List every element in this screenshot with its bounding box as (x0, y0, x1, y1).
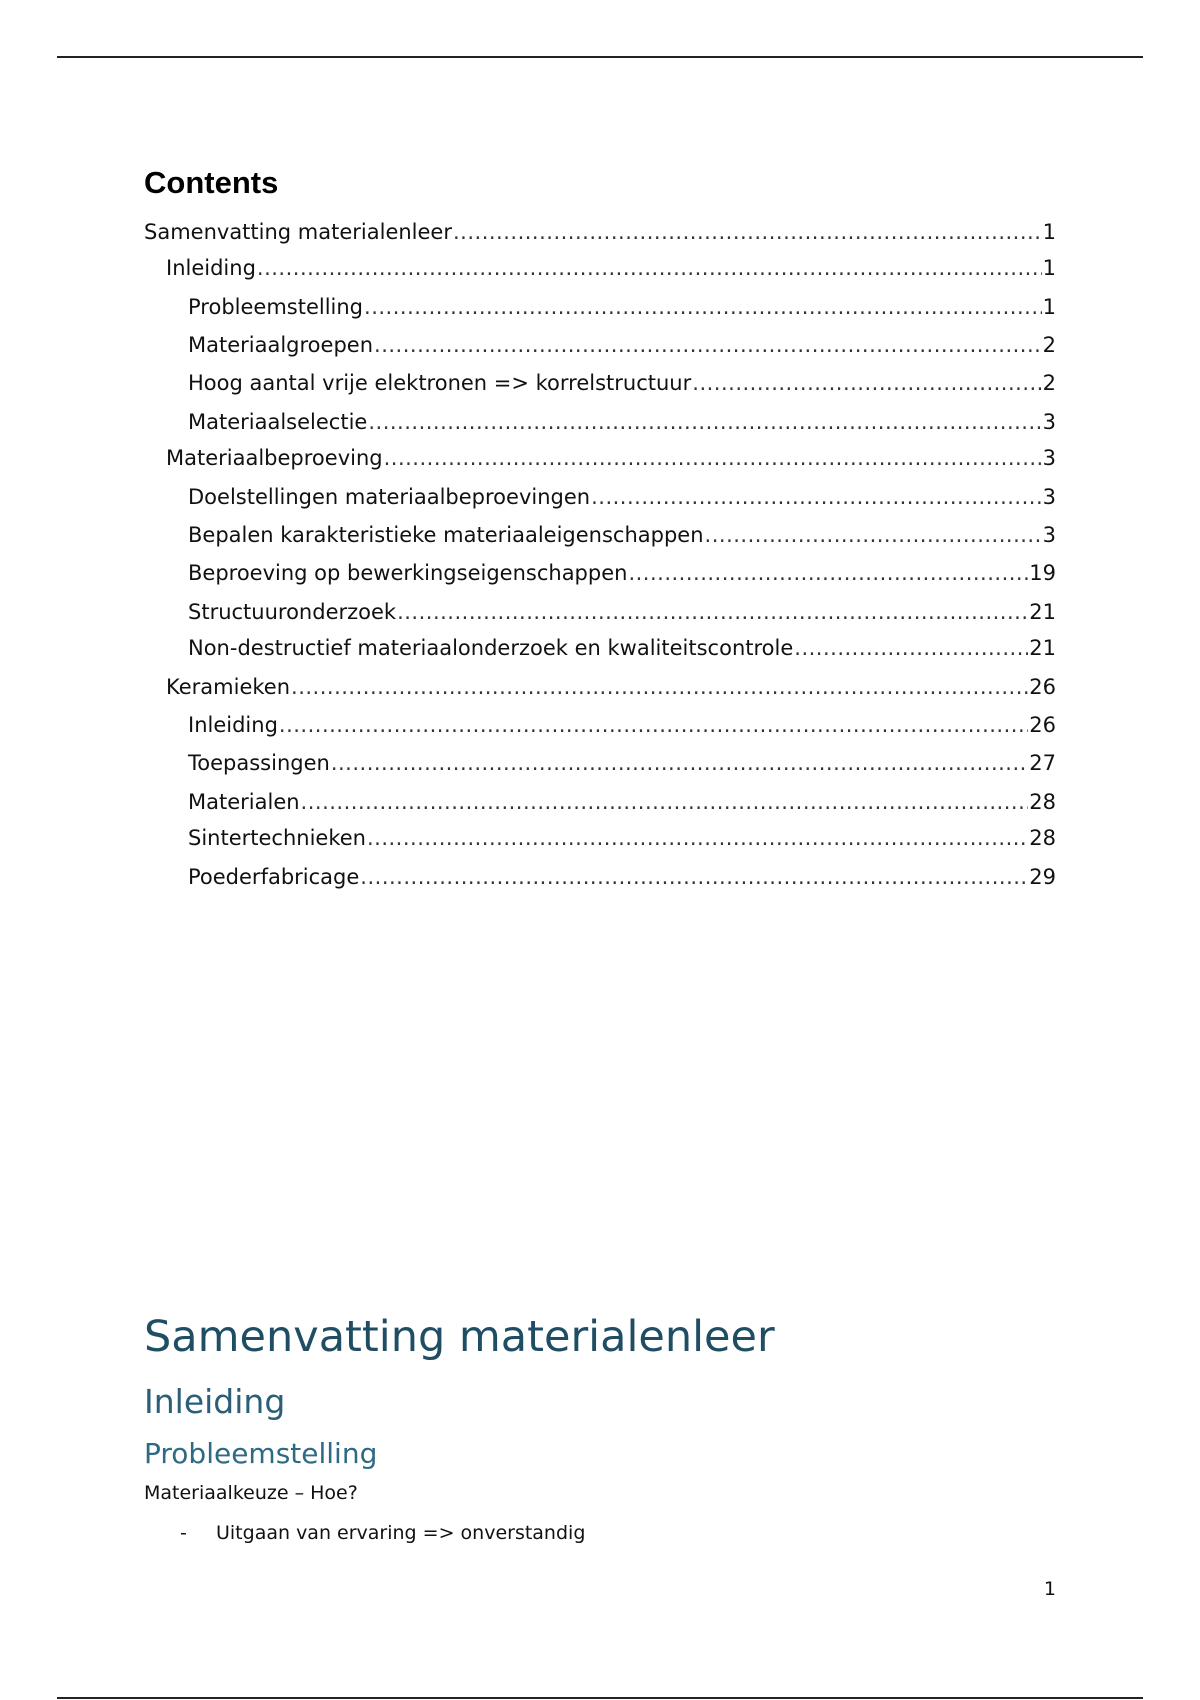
toc-entry-label: Toepassingen (188, 751, 330, 775)
toc-entry-page: 28 (1029, 790, 1056, 814)
toc-entry-page: 21 (1029, 600, 1056, 624)
toc-leader (628, 558, 1028, 588)
toc-entry[interactable] (188, 710, 1056, 740)
toc-entry-label: Non-destructief materiaalonderzoek en kwaliteitscontrole (188, 636, 794, 660)
document-title-heading: Samenvatting materialenleer (144, 1312, 775, 1362)
toc-entry-page: 1 (1042, 220, 1056, 244)
toc-entry-page: 28 (1029, 826, 1056, 850)
toc-entry-label: Sintertechnieken (188, 826, 366, 850)
header-rule (57, 56, 1143, 58)
toc-entry-page: 26 (1029, 713, 1056, 737)
toc-entry-page: 2 (1042, 333, 1056, 357)
toc-entry[interactable] (188, 482, 1056, 512)
toc-entry-page: 29 (1029, 865, 1056, 889)
toc-entry[interactable] (188, 520, 1056, 550)
footer-rule (57, 1697, 1143, 1699)
toc-entry[interactable] (188, 368, 1056, 398)
toc-entry[interactable] (188, 633, 1056, 663)
toc-entry-label: Bepalen karakteristieke materiaaleigenschappen (188, 523, 704, 547)
toc-leader (453, 217, 1042, 247)
toc-entry-page: 21 (1029, 636, 1056, 660)
toc-entry-label: Hoog aantal vrije elektronen => korrelstructuur (188, 371, 692, 395)
toc-entry-label: Inleiding (188, 713, 278, 737)
toc-entry-page: 3 (1042, 410, 1056, 434)
toc-entry-page: 1 (1042, 256, 1056, 280)
toc-entry-page: 3 (1042, 523, 1056, 547)
section-heading: Inleiding (144, 1382, 286, 1421)
toc-entry[interactable] (188, 330, 1056, 360)
toc-entry-page: 26 (1029, 675, 1056, 699)
toc-leader (374, 330, 1042, 360)
toc-entry-label: Poederfabricage (188, 865, 360, 889)
toc-entry-page: 3 (1042, 485, 1056, 509)
toc-leader (291, 672, 1028, 702)
toc-leader (692, 368, 1041, 398)
toc-entry[interactable] (188, 748, 1056, 778)
toc-entry[interactable] (166, 253, 1056, 283)
toc-entry[interactable] (188, 558, 1056, 588)
toc-entry[interactable] (188, 292, 1056, 322)
toc-entry-label: Materialen (188, 790, 300, 814)
toc-leader (705, 520, 1042, 550)
toc-entry-label: Probleemstelling (188, 295, 364, 319)
toc-entry-label: Keramieken (166, 675, 291, 699)
toc-entry-page: 27 (1029, 751, 1056, 775)
toc-entry[interactable] (188, 407, 1056, 437)
toc-entry-label: Materiaalselectie (188, 410, 368, 434)
toc-entry-label: Samenvatting materialenleer (144, 220, 452, 244)
bullet-text: Uitgaan van ervaring => onverstandig (216, 1522, 586, 1544)
toc-leader (367, 823, 1028, 853)
toc-entry-label: Doelstellingen materiaalbeproevingen (188, 485, 591, 509)
toc-entry-page: 3 (1042, 446, 1056, 470)
toc-entry-label: Materiaalgroepen (188, 333, 374, 357)
toc-leader (794, 633, 1028, 663)
toc-entry[interactable] (188, 597, 1056, 627)
toc-entry-page: 2 (1042, 371, 1056, 395)
toc-entry-page: 19 (1029, 561, 1056, 585)
toc-entry-label: Materiaalbeproeving (166, 446, 383, 470)
bullet-marker: - (180, 1522, 187, 1544)
toc-leader (360, 862, 1028, 892)
toc-entry[interactable] (144, 217, 1056, 247)
toc-leader (364, 292, 1042, 322)
page-number: 1 (1043, 1578, 1056, 1600)
toc-entry[interactable] (166, 672, 1056, 702)
toc-leader (331, 748, 1028, 778)
toc-leader (384, 443, 1042, 473)
toc-entry-label: Beproeving op bewerkingseigenschappen (188, 561, 628, 585)
toc-entry[interactable] (188, 823, 1056, 853)
bullet-item (144, 1522, 585, 1544)
body-paragraph: Materiaalkeuze – Hoe? (144, 1482, 358, 1504)
toc-leader (591, 482, 1042, 512)
toc-leader (397, 597, 1028, 627)
toc-entry[interactable] (188, 787, 1056, 817)
toc-leader (368, 407, 1041, 437)
toc-entry-label: Structuuronderzoek (188, 600, 397, 624)
toc-entry[interactable] (166, 443, 1056, 473)
toc-entry-page: 1 (1042, 295, 1056, 319)
subsection-heading: Probleemstelling (144, 1437, 378, 1470)
toc-title: Contents (144, 165, 279, 200)
toc-leader (279, 710, 1028, 740)
toc-entry-label: Inleiding (166, 256, 256, 280)
toc-leader (257, 253, 1042, 283)
toc-leader (301, 787, 1029, 817)
toc-entry[interactable] (188, 862, 1056, 892)
